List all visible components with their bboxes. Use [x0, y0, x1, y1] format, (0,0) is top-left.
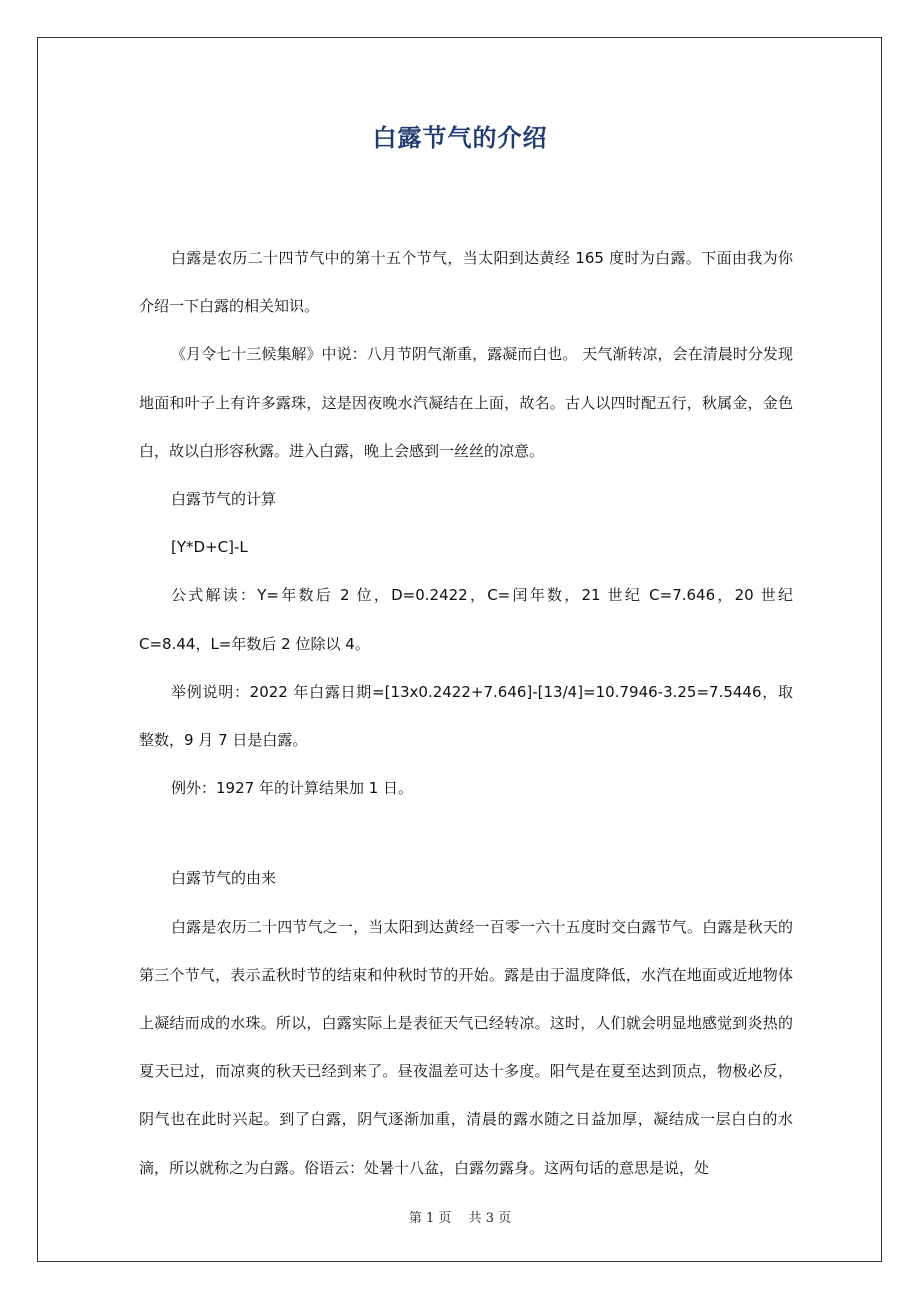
intro-paragraph: 白露是农历二十四节气中的第十五个节气，当太阳到达黄经 165 度时为白露。下面由我为你介绍一下白露的相关知识。 — [139, 249, 793, 316]
formula-line: [Y*D+C]-L — [171, 538, 248, 557]
example-paragraph: 举例说明：2022 年白露日期=[13x0.2422+7.646]-[13/4]=10.7946-3.25=7.5446，取整数，9 月 7 日是白露。 — [139, 682, 793, 750]
section-heading-calculation: 白露节气的计算 — [171, 490, 277, 509]
document-title: 白露节气的介绍 — [372, 124, 548, 152]
exception-paragraph: 例外：1927 年的计算结果加 1 日。 — [171, 779, 414, 798]
page-footer: 第 1 页 共 3 页 — [408, 1211, 512, 1226]
origin-paragraph: 白露是农历二十四节气之一，当太阳到达黄经一百零一六十五度时交白露节气。白露是秋天的第三个节气，表示孟秋时节的结束和仲秋时节的开始。露是由于温度降低，水汽在地面或近地物体上凝结而成的水珠。所以，白露实际上是表征天气已经转凉。这时，人们就会明显地感觉到炎热的夏天已过，而凉爽的秋天已经到来了。昼夜温差可达十多度。阳气是在夏至达到顶点，物极必反，阴气也在此时兴起。到了白露，阴气逐渐加重，清晨的露水随之日益加厚，凝结成一层白白的水滴，所以就称之为白露。俗语云：处暑十八盆，白露勿露身。这两句话的意思是说，处 — [139, 917, 793, 1177]
formula-explanation-paragraph: 公式解读：Y=年数后 2 位，D=0.2422，C=闰年数，21 世纪 C=7.646，20 世纪 C=8.44，L=年数后 2 位除以 4。 — [139, 586, 793, 653]
section-heading-origin: 白露节气的由来 — [171, 869, 277, 888]
definition-paragraph: 《月令七十三候集解》中说：八月节阴气渐重，露凝而白也。 天气渐转凉，会在清晨时分发现地面和叶子上有许多露珠，这是因夜晚水汽凝结在上面，故名。古人以四时配五行，秋属金，金色白，故以白形容秋露。进入白露，晚上会感到一丝丝的凉意。 — [139, 345, 793, 460]
document-body — [139, 234, 793, 1192]
section-spacer — [139, 812, 793, 854]
